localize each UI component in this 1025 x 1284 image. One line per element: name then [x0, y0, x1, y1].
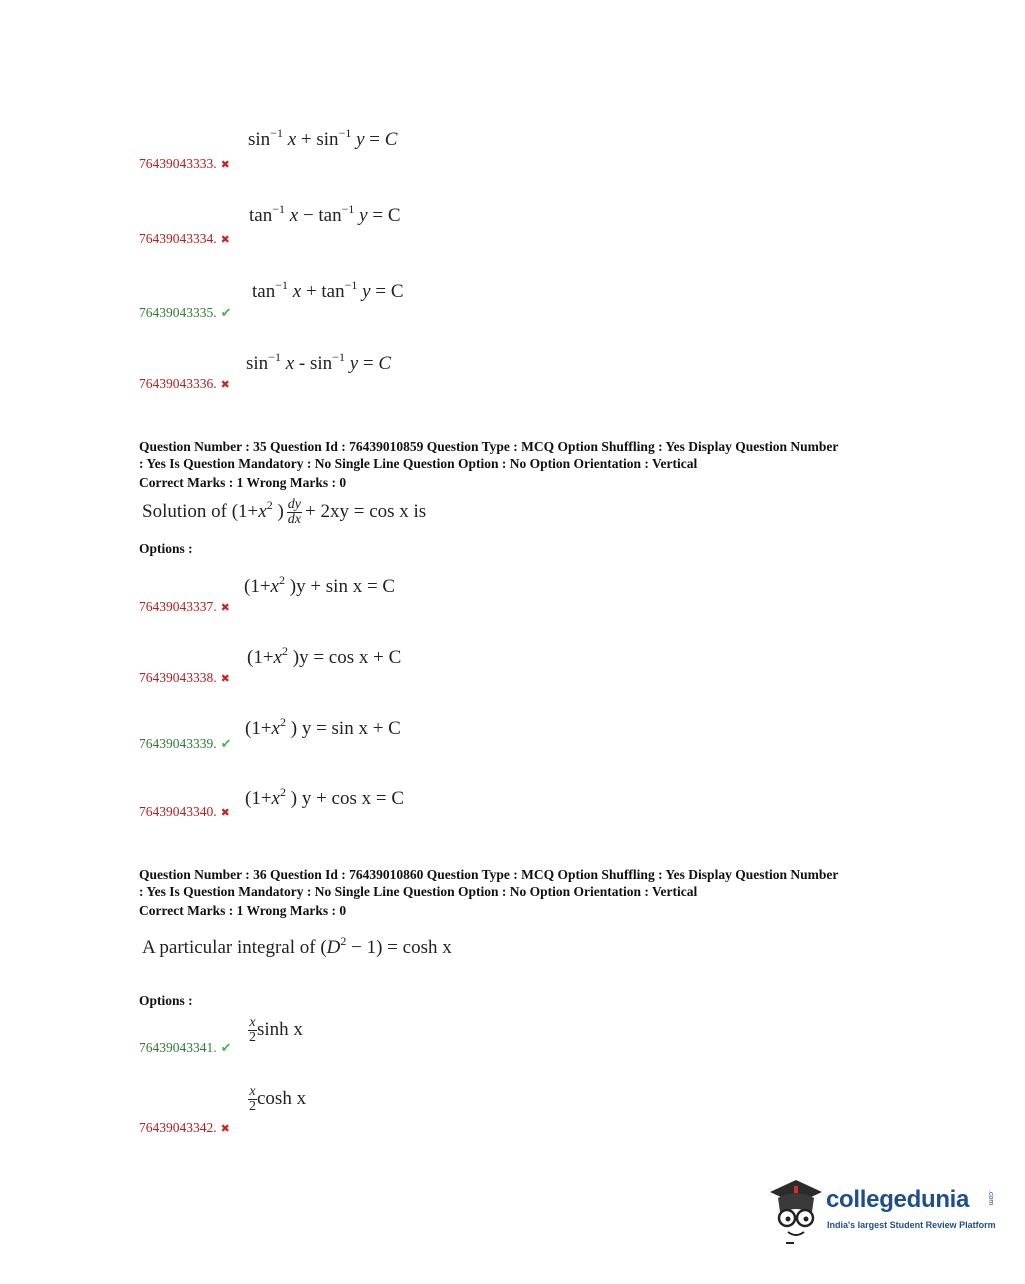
- option-formula: ($1+x^2$ )y + sin x = C: [244, 573, 396, 597]
- wrong-icon: ✖: [220, 234, 230, 246]
- option-formula: $\frac{x}{2}$ sinh x: [249, 1015, 303, 1045]
- option-formula: $\tan^{-1} x + \tan^{-1} y = C$: [252, 278, 404, 302]
- question-header: Question Number : 36 Question Id : 76439010860 Question Type : MCQ Option Shuffling : Yes Display Question Number : Yes Is Question Mandatory : No Single Line Question Option : No Option Orientation : Vertical Correct Marks : 1 Wrong Marks : 0: [139, 867, 839, 918]
- option-id: 76439043334. ✖: [139, 231, 230, 246]
- option-id: 76439043336. ✖: [139, 376, 230, 391]
- options-label: Options :: [139, 541, 193, 556]
- option-formula: $\tan^{-1} x - \tan^{-1} y = C$: [249, 202, 401, 226]
- logo-wordmark: collegedunia: [826, 1186, 970, 1213]
- option-id: 76439043337. ✖: [139, 599, 230, 614]
- option-id: 76439043341. ✔: [139, 1040, 232, 1055]
- wrong-icon: ✖: [220, 602, 230, 614]
- option-id: 76439043342. ✖: [139, 1120, 230, 1135]
- option-id: 76439043338. ✖: [139, 670, 230, 685]
- check-icon: ✔: [220, 736, 232, 751]
- option-id: 76439043339. ✔: [139, 736, 232, 751]
- question-text: A particular integral of $(D^2 - 1) = \cosh x$: [142, 934, 452, 958]
- option-formula: $\sin^{-1} x + \sin^{-1} y = C$: [248, 126, 398, 150]
- option-formula: ($1+x^2$ )y = cos x + C: [247, 644, 402, 668]
- wrong-icon: ✖: [220, 159, 230, 171]
- wrong-icon: ✖: [220, 673, 230, 685]
- wrong-icon: ✖: [220, 1123, 230, 1135]
- question-header: Question Number : 35 Question Id : 76439010859 Question Type : MCQ Option Shuffling : Yes Display Question Number : Yes Is Question Mandatory : No Single Line Question Option : No Option Orientation : Vertical Correct Marks : 1 Wrong Marks : 0: [139, 439, 839, 490]
- wrong-icon: ✖: [220, 379, 230, 391]
- option-formula: $\frac{x}{2}$ cosh x: [249, 1084, 307, 1114]
- options-label: Options :: [139, 993, 193, 1008]
- option-id: 76439043340. ✖: [139, 804, 230, 819]
- question-text: Solution of ($1+x^2$ ) $\frac{dy}{dx}$ + 2xy = cos x is: [142, 497, 427, 528]
- check-icon: ✔: [220, 1040, 232, 1055]
- option-formula: ($1+x^2$ ) y + cos x = C: [245, 785, 404, 809]
- option-id: 76439043335. ✔: [139, 305, 232, 320]
- logo-domain: .com: [987, 1190, 994, 1206]
- collegedunia-logo: [766, 1176, 996, 1246]
- logo-tagline: India's largest Student Review Platform: [827, 1220, 996, 1230]
- option-formula: ($1+x^2$ ) y = sin x + C: [245, 715, 401, 739]
- check-icon: ✔: [220, 305, 232, 320]
- option-id: 76439043333. ✖: [139, 156, 230, 171]
- mascot-icon: [766, 1176, 826, 1246]
- option-formula: $\sin^{-1} x - \sin^{-1} y = C$: [246, 350, 392, 374]
- wrong-icon: ✖: [220, 807, 230, 819]
